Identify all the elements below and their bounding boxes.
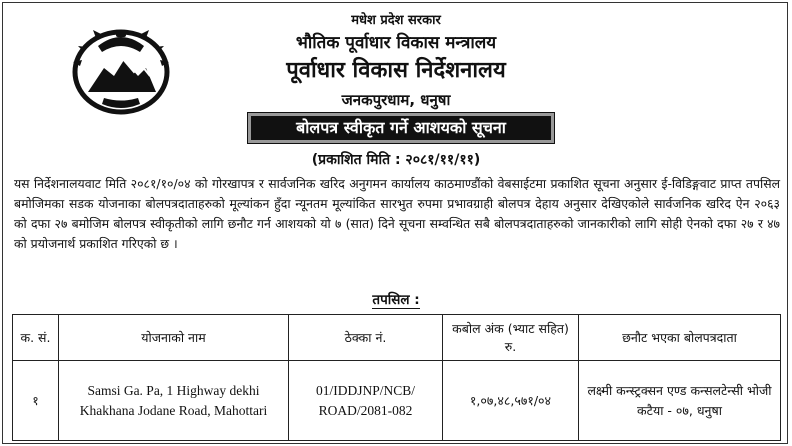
cell-project: Samsi Ga. Pa, 1 Highway dekhi Khakhana Jodane Road, Mahottari	[59, 361, 289, 441]
col-bidder-header: छनौट भएका बोलपत्रदाता	[579, 315, 781, 361]
cell-bidder: लक्ष्मी कन्स्ट्रक्सन एण्ड कन्सलटेन्सी भोजी कटैया - ०७, धनुषा	[579, 361, 781, 441]
col-project-header: योजनाको नाम	[59, 315, 289, 361]
table-header-row	[13, 315, 781, 361]
details-heading-text: तपसिल :	[372, 292, 420, 308]
col-serial-header: क. सं.	[13, 315, 59, 361]
office-location: जनकपुरधाम, धनुषा	[341, 91, 451, 109]
ministry-title: भौतिक पूर्वाधार विकास मन्त्रालय	[295, 33, 497, 53]
col-contract-header: ठेक्का नं.	[289, 315, 443, 361]
table-row	[13, 361, 781, 441]
published-date: (प्रकाशित मिति : २०८१/११/११)	[311, 152, 481, 168]
cell-serial: १	[13, 361, 59, 441]
details-heading	[0, 290, 792, 308]
province-government-title: मधेश प्रदेश सरकार	[351, 13, 441, 28]
col-amount-header: कबोल अंक (भ्याट सहित) रु.	[443, 315, 579, 361]
notice-title-banner: बोलपत्र स्वीकृत गर्ने आशयको सूचना	[248, 113, 554, 143]
directorate-title: पूर्वाधार विकास निर्देशनालय	[286, 58, 506, 83]
cell-bid-amount: १,०७,४८,५७१/०४	[443, 361, 579, 441]
bid-table	[12, 314, 781, 441]
notice-body: यस निर्देशनालयवाट मिति २०८१/१०/०४ को गोरखापत्र र सार्वजनिक खरिद अनुगमन कार्यालय काठमाण्डौंको वेबसाईटमा प्रकाशित सूचना अनुसार ई-विडिङ्गवाट प्राप्त तपसिल बमोजिमका सडक योजनाका बोलपत्रदाताहरुको मूल्यांकन हुँदा न्यूनतम मूल्यांकित सारभुत रुपमा प्रभावग्राही बोलपत्र देहाय अनुसार देखिएकोले सार्वजनिक खरिद ऐन २०६३ को दफा २७ बमोजिम बोलपत्र स्वीकृतीको लागि छनौट गर्न आशयको यो ७ (सात) दिने सूचना सम्वन्धित सबै बोलपत्रदाताहरुको जानकारीको लागि सोही ऐनको दफा २७ र ४७ को प्रयोजनार्थ प्रकाशित गरिएको छ ।	[14, 176, 780, 251]
cell-contract-no: 01/IDDJNP/NCB/ ROAD/2081-082	[289, 361, 443, 441]
